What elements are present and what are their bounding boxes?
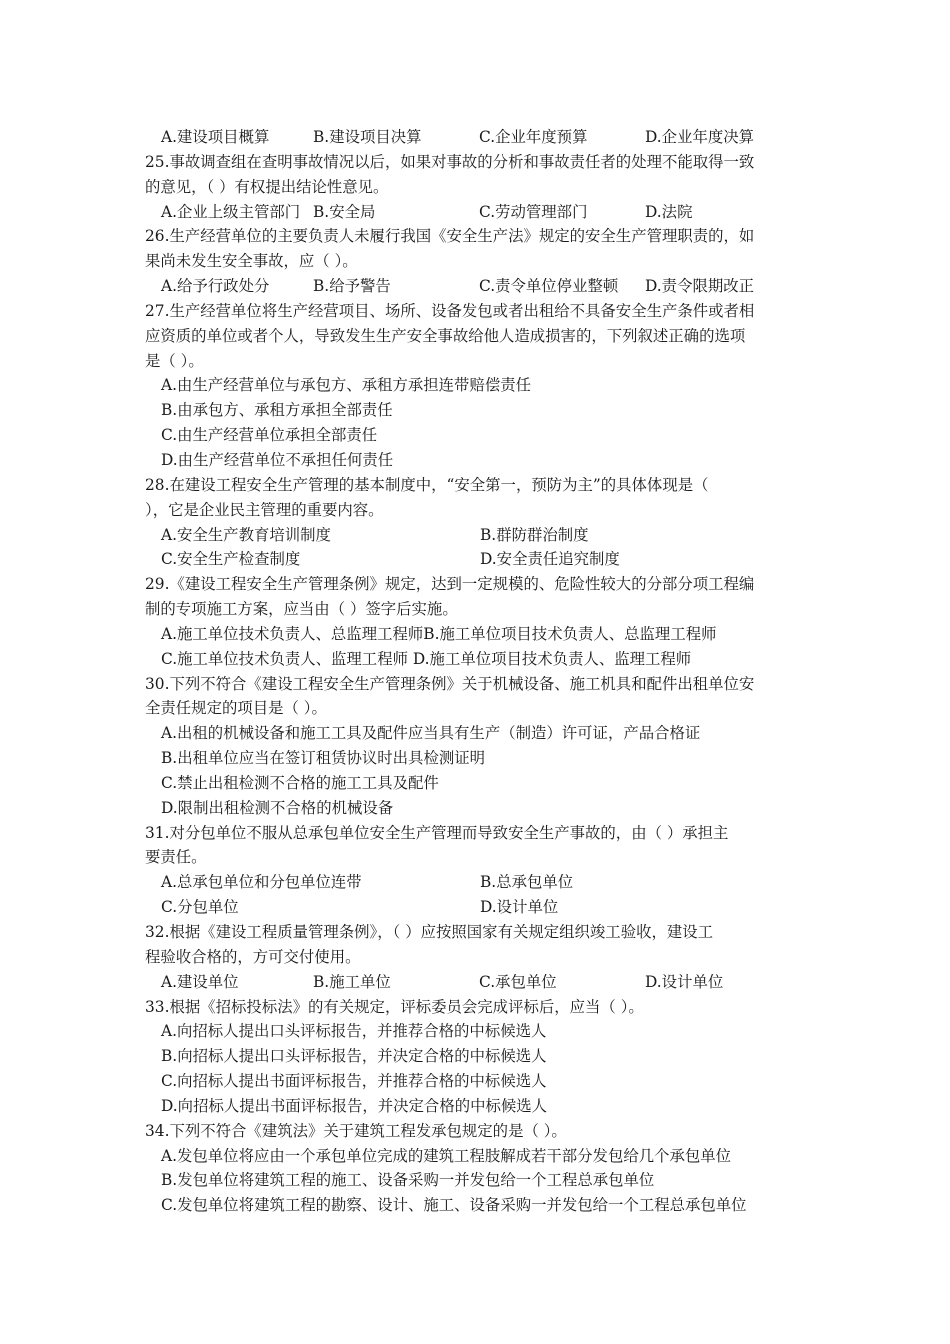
answer-option: B.给予警告 bbox=[313, 277, 391, 296]
answer-option: D.设计单位 bbox=[645, 972, 724, 991]
question-text-line: 26.生产经营单位的主要负责人未履行我国《安全生产法》规定的安全生产管理职责的，如 bbox=[145, 227, 755, 246]
question-text-line: 果尚未发生安全事故，应（ ）。 bbox=[145, 252, 358, 271]
answer-option: B.由承包方、承租方承担全部责任 bbox=[161, 401, 393, 420]
answer-option: B.向招标人提出口头评标报告，并决定合格的中标候选人 bbox=[161, 1047, 547, 1066]
answer-option: A.施工单位技术负责人、总监理工程师B.施工单位项目技术负责人、总监理工程师 bbox=[161, 624, 717, 643]
question-text-line: 要责任。 bbox=[145, 848, 207, 867]
answer-option: C.禁止出租检测不合格的施工工具及配件 bbox=[161, 773, 439, 792]
answer-options-row bbox=[145, 125, 807, 150]
answer-options-row bbox=[145, 200, 807, 225]
answer-options-row bbox=[145, 274, 807, 299]
question-text-line: 29.《建设工程安全生产管理条例》规定，达到一定规模的、危险性较大的分部分项工程编 bbox=[145, 575, 755, 594]
answer-options-row bbox=[145, 523, 807, 548]
answer-option: A.建设单位 bbox=[161, 972, 239, 991]
question-text-line: 是（ ）。 bbox=[145, 351, 204, 370]
answer-option: D.由生产经营单位不承担任何责任 bbox=[161, 450, 394, 469]
answer-options-row bbox=[145, 547, 807, 572]
answer-option: B.群防群治制度 bbox=[480, 525, 589, 544]
answer-option: C.发包单位将建筑工程的勘察、设计、施工、设备采购一并发包给一个工程总承包单位 bbox=[161, 1196, 747, 1215]
answer-options-row bbox=[145, 895, 807, 920]
question-text-line: 27.生产经营单位将生产经营项目、场所、设备发包或者出租给不具备安全生产条件或者相 bbox=[145, 301, 755, 320]
answer-option: C.分包单位 bbox=[161, 898, 239, 917]
answer-option: D.企业年度决算 bbox=[645, 128, 755, 146]
question-text-line: 34.下列不符合《建筑法》关于建筑工程发承包规定的是（ ）。 bbox=[145, 1121, 567, 1140]
answer-option: A.向招标人提出口头评标报告，并推荐合格的中标候选人 bbox=[161, 1022, 547, 1041]
question-text-line: 25.事故调查组在查明事故情况以后，如果对事故的分析和事故责任者的处理不能取得一致 bbox=[145, 152, 755, 171]
question-text-line: ），它是企业民主管理的重要内容。 bbox=[145, 500, 384, 519]
answer-option: C.安全生产检查制度 bbox=[161, 550, 301, 569]
answer-option: B.施工单位 bbox=[313, 972, 391, 991]
answer-option: A.企业上级主管部门 bbox=[161, 202, 301, 221]
question-text-line: 全责任规定的项目是（ ）。 bbox=[145, 699, 327, 718]
answer-option: A.出租的机械设备和施工工具及配件应当具有生产（制造）许可证，产品合格证 bbox=[161, 724, 701, 743]
answer-options-row bbox=[145, 970, 807, 995]
question-text-line: 33.根据《招标投标法》的有关规定，评标委员会完成评标后，应当（ ）。 bbox=[145, 997, 644, 1016]
answer-option: D.责令限期改正 bbox=[645, 277, 755, 296]
answer-option: D.法院 bbox=[645, 202, 693, 221]
answer-option: C.责令单位停业整顿 bbox=[479, 277, 619, 296]
answer-option: C.企业年度预算 bbox=[479, 128, 588, 146]
answer-option: A.安全生产教育培训制度 bbox=[161, 525, 331, 544]
answer-option: D.向招标人提出书面评标报告，并决定合格的中标候选人 bbox=[161, 1096, 548, 1115]
answer-option: C.承包单位 bbox=[479, 972, 557, 991]
question-text-line: 的意见，（ ）有权提出结论性意见。 bbox=[145, 177, 389, 196]
question-text-line: 28.在建设工程安全生产管理的基本制度中，“安全第一，预防为主”的具体体现是（ bbox=[145, 475, 709, 494]
answer-option: A.建设项目概算 bbox=[161, 128, 270, 146]
question-text-line: 制的专项施工方案，应当由（ ）签字后实施。 bbox=[145, 600, 458, 619]
answer-option: D.安全责任追究制度 bbox=[480, 550, 620, 569]
answer-option: C.劳动管理部门 bbox=[479, 202, 588, 221]
answer-option: B.总承包单位 bbox=[480, 873, 574, 892]
answer-option: D.限制出租检测不合格的机械设备 bbox=[161, 798, 394, 817]
answer-options-row bbox=[145, 870, 807, 895]
question-text-line: 应资质的单位或者个人，导致发生生产安全事故给他人造成损害的，下列叙述正确的选项 bbox=[145, 326, 746, 345]
answer-option: A.由生产经营单位与承包方、承租方承担连带赔偿责任 bbox=[161, 376, 531, 395]
exam-question-list bbox=[145, 125, 807, 1218]
answer-option: D.设计单位 bbox=[480, 898, 559, 917]
answer-option: B.出租单位应当在签订租赁协议时出具检测证明 bbox=[161, 749, 486, 768]
answer-option: B.安全局 bbox=[313, 202, 376, 221]
answer-option: C.施工单位技术负责人、监理工程师 D.施工单位项目技术负责人、监理工程师 bbox=[161, 649, 692, 668]
question-text-line: 程验收合格的，方可交付使用。 bbox=[145, 947, 361, 966]
question-text-line: 32.根据《建设工程质量管理条例》，（ ）应按照国家有关规定组织竣工验收，建设工 bbox=[145, 923, 714, 941]
question-text-line: 31.对分包单位不服从总承包单位安全生产管理而导致安全生产事故的，由（ ）承担主 bbox=[145, 823, 729, 842]
answer-option: B.发包单位将建筑工程的施工、设备采购一并发包给一个工程总承包单位 bbox=[161, 1171, 655, 1190]
answer-option: B.建设项目决算 bbox=[313, 128, 422, 146]
answer-option: C.由生产经营单位承担全部责任 bbox=[161, 426, 378, 445]
question-text-line: 30.下列不符合《建设工程安全生产管理条例》关于机械设备、施工机具和配件出租单位安 bbox=[145, 674, 755, 693]
answer-option: A.给予行政处分 bbox=[161, 277, 270, 296]
answer-option: A.发包单位将应由一个承包单位完成的建筑工程肢解成若干部分发包给几个承包单位 bbox=[161, 1146, 732, 1165]
answer-option: A.总承包单位和分包单位连带 bbox=[161, 873, 362, 892]
answer-option: C.向招标人提出书面评标报告，并推荐合格的中标候选人 bbox=[161, 1072, 547, 1091]
